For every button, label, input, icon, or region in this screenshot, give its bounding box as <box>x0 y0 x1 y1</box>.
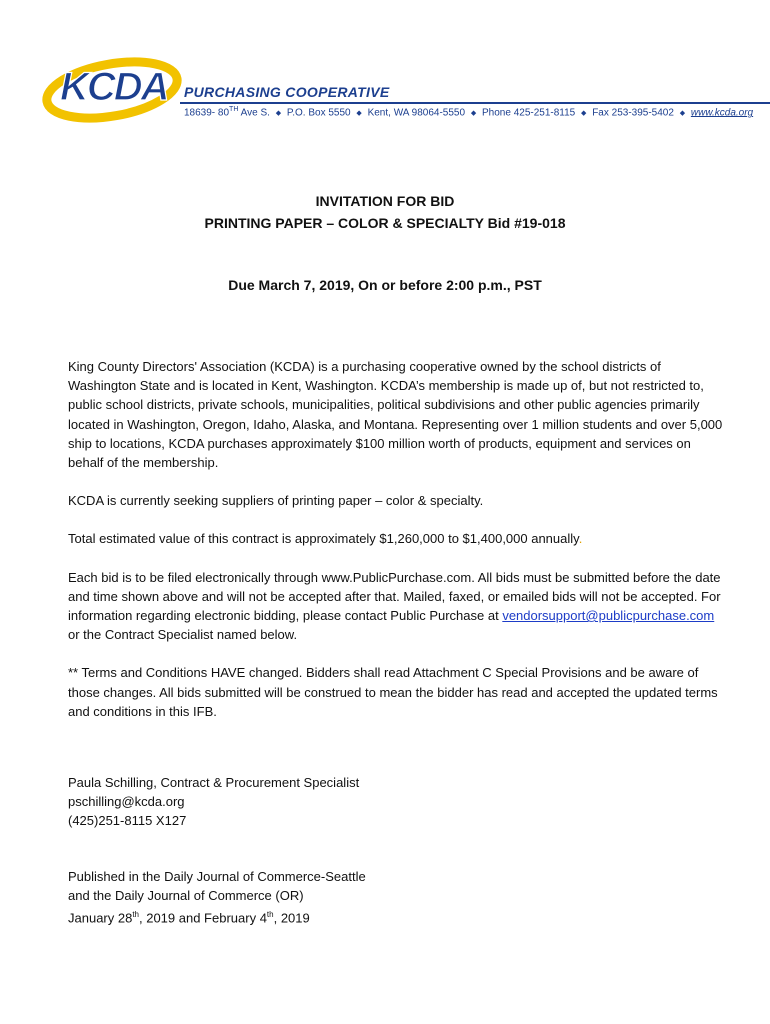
contact-phone: (425)251-8115 X127 <box>68 813 187 829</box>
intro-paragraph: King County Directors' Association (KCDA) is a purchasing cooperative owned by the school districts of Washington State and is located in Kent, Washington. KCDA’s membership is made up of, but not restricted to, public school districts, private schools, municipalities, political subdivisions and other public agencies primarily located in Washington, Oregon, Idaho, Alaska, and Montana. Representing over 1 million students and over 5,000 ship to locations, KCDA purchases approximately $100 million worth of products, equipment and services on behalf of the membership. <box>68 359 723 471</box>
address-city: Kent, WA 98064-5550 <box>367 107 466 119</box>
kcda-logo <box>40 50 200 130</box>
document-title-block <box>0 190 770 234</box>
diamond-separator-icon: ◆ <box>356 110 362 118</box>
diamond-separator-icon: ◆ <box>581 110 587 118</box>
address-street-number: 18639- 80 <box>184 107 230 119</box>
submission-paragraph <box>68 568 728 645</box>
diamond-separator-icon: ◆ <box>679 110 686 118</box>
contact-block <box>68 773 359 831</box>
submission-text-end: or the Contract Specialist named below. <box>68 627 298 643</box>
due-date: Due March 7, 2019, On or before 2:00 p.m., PST <box>228 277 542 293</box>
publication-line-2: and the Daily Journal of Commerce (OR) <box>68 888 304 904</box>
letterhead-address <box>184 106 753 118</box>
address-street-name: Ave S. <box>238 107 270 119</box>
contract-value-text: Total estimated value of this contract is approximately $1,260,000 to $1,400,000 annually <box>68 531 579 547</box>
publication-date-mid: , 2019 and February 4 <box>139 910 267 926</box>
contact-name: Paula Schilling, Contract & Procurement Specialist <box>68 775 360 790</box>
letterhead-rule <box>180 102 770 104</box>
document-title: INVITATION FOR BID <box>315 193 455 209</box>
cooperative-name: PURCHASING COOPERATIVE <box>184 84 390 100</box>
website-link[interactable]: www.kcda.org <box>690 107 754 119</box>
address-fax: Fax 253-395-5402 <box>592 107 674 119</box>
logo-text: KCDA <box>60 65 168 109</box>
publication-dates <box>68 905 366 928</box>
date-1-suffix: th <box>132 910 139 920</box>
contract-value-paragraph <box>68 529 728 548</box>
publication-line-1: Published in the Daily Journal of Commerce-Seattle <box>68 869 366 884</box>
address-street-suffix: TH <box>229 106 239 113</box>
address-po-box: P.O. Box 5550 <box>286 107 351 119</box>
date-2-suffix: th <box>266 910 274 920</box>
diamond-separator-icon: ◆ <box>275 110 282 118</box>
bid-title: PRINTING PAPER – COLOR & SPECIALTY Bid #19-018 <box>204 215 566 231</box>
diamond-separator-icon: ◆ <box>470 110 477 118</box>
contract-value-period: . <box>578 531 583 547</box>
document-body <box>68 357 728 740</box>
publication-date-1: January 28 <box>68 910 133 926</box>
publication-date-end: , 2019 <box>273 910 310 926</box>
publication-block <box>68 867 366 928</box>
seeking-paragraph: KCDA is currently seeking suppliers of printing paper – color & specialty. <box>68 493 484 509</box>
submission-text: Each bid is to be filed electronically through www.PublicPurchase.com. All bids must be submitted before the date and time shown above and will not be accepted after that. Mailed, faxed, or emailed bids will not be accepted. For information regarding electronic bidding, please contact Public Purchase at <box>68 569 721 624</box>
letterhead <box>40 50 754 130</box>
terms-paragraph: ** Terms and Conditions HAVE changed. Bidders shall read Attachment C Special Provisions and be aware of those changes. All bids submitted will be construed to mean the bidder has read and accepted the updated terms and conditions in this IFB. <box>68 665 718 719</box>
vendorsupport-email-link[interactable]: vendorsupport@publicpurchase.com <box>502 608 715 624</box>
contact-email: pschilling@kcda.org <box>68 794 185 810</box>
address-phone: Phone 425-251-8115 <box>482 107 576 119</box>
